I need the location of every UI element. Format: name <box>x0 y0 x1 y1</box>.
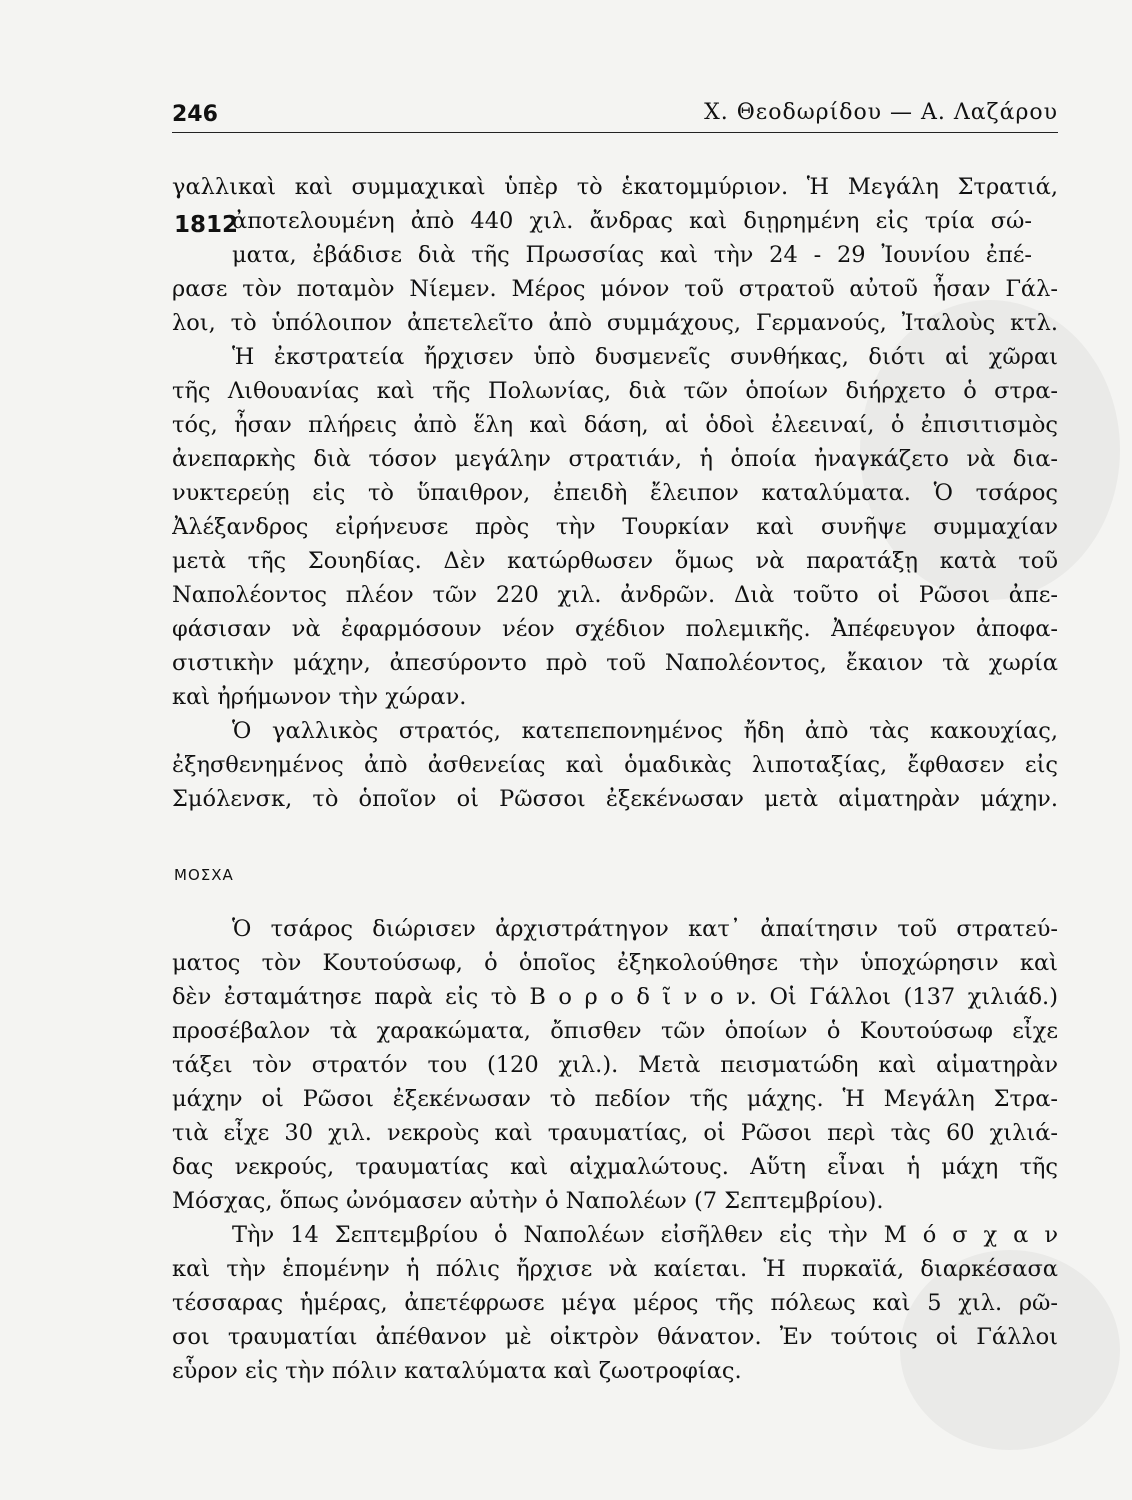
text-line: καὶ τὴν ἑπομένην ἡ πόλις ἤρχισε νὰ καίεται. Ἡ πυρκαϊά, διαρκέσασα <box>172 1256 1058 1282</box>
text-line: Ὁ τσάρος διώρισεν ἀρχιστράτηγον κατ᾽ ἀπαίτησιν τοῦ στρατεύ- <box>232 916 1058 942</box>
text-line: ἀποτελουμένη ἀπὸ 440 χιλ. ἄνδρας καὶ διῃρημένη εἰς τρία σώ- <box>232 208 1032 234</box>
text-line: τῆς Λιθουανίας καὶ τῆς Πολωνίας, διὰ τῶν ὁποίων διήρχετο ὁ στρα- <box>172 378 1058 404</box>
text-line: γαλλικαὶ καὶ συμμαχικαὶ ὑπὲρ τὸ ἑκατομμύριον. Ἡ Μεγάλη Στρατιά, <box>172 174 1058 200</box>
text-line: τάξει τὸν στρατόν του (120 χιλ.). Μετὰ πεισματώδη καὶ αἱματηρὰν <box>172 1052 1058 1078</box>
running-head: Χ. Θεοδωρίδου — Α. Λαζάρου <box>704 100 1058 125</box>
text-line: νυκτερεύῃ εἰς τὸ ὕπαιθρον, ἐπειδὴ ἔλειπον καταλύματα. Ὁ τσάρος <box>172 480 1058 506</box>
text-line: Ἀλέξανδρος εἰρήνευσε πρὸς τὴν Τουρκίαν καὶ συνῆψε συμμαχίαν <box>172 514 1058 540</box>
text-line: δας νεκρούς, τραυματίας καὶ αἰχμαλώτους. Αὕτη εἶναι ἡ μάχη τῆς <box>172 1154 1058 1180</box>
text-line: μάχην οἱ Ρῶσοι ἐξεκένωσαν τὸ πεδίον τῆς μάχης. Ἡ Μεγάλη Στρα- <box>172 1086 1058 1112</box>
text-line: φάσισαν νὰ ἐφαρμόσουν νέον σχέδιον πολεμικῆς. Ἀπέφευγον ἀποφα- <box>172 616 1058 642</box>
text-line: ρασε τὸν ποταμὸν Νίεμεν. Μέρος μόνον τοῦ στρατοῦ αὐτοῦ ἦσαν Γάλ- <box>172 276 1058 302</box>
text-line: Μόσχας, ὅπως ὠνόμασεν αὐτὴν ὁ Ναπολέων (7 Σεπτεμβρίου). <box>172 1188 884 1214</box>
text-line: καὶ ἠρήμωνον τὴν χώραν. <box>172 684 467 710</box>
text-line: τός, ἦσαν πλήρεις ἀπὸ ἕλη καὶ δάση, αἱ ὁδοὶ ἐλεειναί, ὁ ἐπισιτισμὸς <box>172 412 1058 438</box>
text-line: λοι, τὸ ὑπόλοιπον ἀπετελεῖτο ἀπὸ συμμάχους, Γερμανούς, Ἰταλοὺς κτλ. <box>172 310 1058 336</box>
text-line: δὲν ἐσταμάτησε παρὰ εἰς τὸ Β ο ρ ο δ ῖ ν ο ν. Οἱ Γάλλοι (137 χιλιάδ.) <box>172 984 1058 1010</box>
text-line: ματα, ἐβάδισε διὰ τῆς Πρωσσίας καὶ τὴν 24 - 29 Ἰουνίου ἐπέ- <box>232 242 1032 268</box>
margin-note-year: 1812 <box>174 212 239 238</box>
text-line: Τὴν 14 Σεπτεμβρίου ὁ Ναπολέων εἰσῆλθεν εἰς τὴν Μ ό σ χ α ν <box>232 1222 1058 1248</box>
page-header <box>172 96 1058 133</box>
text-line: μετὰ τῆς Σουηδίας. Δὲν κατώρθωσεν ὅμως νὰ παρατάξῃ κατὰ τοῦ <box>172 548 1058 574</box>
text-line: εὗρον εἰς τὴν πόλιν καταλύματα καὶ ζωοτροφίας. <box>172 1358 742 1384</box>
text-line: Ναπολέοντος πλέον τῶν 220 χιλ. ἀνδρῶν. Διὰ τοῦτο οἱ Ρῶσοι ἀπε- <box>172 582 1058 608</box>
text-line: Ἡ ἐκστρατεία ἤρχισεν ὑπὸ δυσμενεῖς συνθήκας, διότι αἱ χῶραι <box>232 344 1058 370</box>
text-line: τιὰ εἶχε 30 χιλ. νεκροὺς καὶ τραυματίας, οἱ Ρῶσοι περὶ τὰς 60 χιλιά- <box>172 1120 1058 1146</box>
text-line: ἀνεπαρκὴς διὰ τόσον μεγάλην στρατιάν, ἡ ὁποία ἠναγκάζετο νὰ δια- <box>172 446 1058 472</box>
text-line: προσέβαλον τὰ χαρακώματα, ὄπισθεν τῶν ὁποίων ὁ Κουτούσωφ εἶχε <box>172 1018 1058 1044</box>
text-line: ματος τὸν Κουτούσωφ, ὁ ὁποῖος ἐξηκολούθησε τὴν ὑποχώρησιν καὶ <box>172 950 1058 976</box>
margin-note-moscow: ΜΟΣΧΑ <box>174 866 234 884</box>
text-line: Ὁ γαλλικὸς στρατός, κατεπεπονημένος ἤδη ἀπὸ τὰς κακουχίας, <box>232 718 1058 744</box>
text-line: σιστικὴν μάχην, ἀπεσύροντο πρὸ τοῦ Ναπολέοντος, ἔκαιον τὰ χωρία <box>172 650 1058 676</box>
text-line: τέσσαρας ἡμέρας, ἀπετέφρωσε μέγα μέρος τῆς πόλεως καὶ 5 χιλ. ρῶ- <box>172 1290 1058 1316</box>
text-line: Σμόλενσκ, τὸ ὁποῖον οἱ Ρῶσσοι ἐξεκένωσαν μετὰ αἱματηρὰν μάχην. <box>172 786 1058 812</box>
page-number: 246 <box>172 102 218 127</box>
text-line: ἐξησθενημένος ἀπὸ ἀσθενείας καὶ ὁμαδικὰς λιποταξίας, ἔφθασεν εἰς <box>172 752 1058 778</box>
text-line: σοι τραυματίαι ἀπέθανον μὲ οἰκτρὸν θάνατον. Ἐν τούτοις οἱ Γάλλοι <box>172 1324 1058 1350</box>
